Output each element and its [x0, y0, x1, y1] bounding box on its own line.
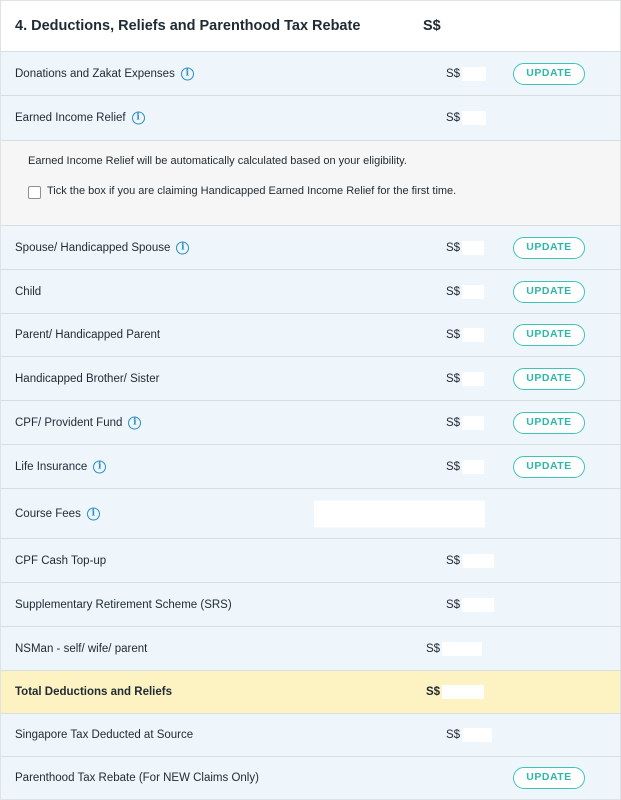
parent-update-button[interactable]: UPDATE: [513, 324, 585, 346]
row-child: [1, 270, 620, 314]
section-header: [1, 1, 620, 52]
section-title: 4. Deductions, Reliefs and Parenthood Tax Rebate: [15, 18, 361, 34]
info-icon[interactable]: i: [181, 67, 194, 80]
currency-symbol: S$: [446, 241, 461, 254]
currency-symbol: S$: [426, 686, 441, 698]
donations-update-button[interactable]: UPDATE: [513, 63, 585, 85]
earned-income-label: [15, 112, 145, 125]
donations-label-text: Donations and Zakat Expenses: [15, 67, 175, 80]
row-total: [1, 671, 620, 714]
earned-income-info-block: [1, 140, 620, 226]
row-cpf-topup: [1, 539, 620, 583]
spouse-label: [15, 241, 189, 254]
nsman-label: NSMan - self/ wife/ parent: [15, 642, 148, 655]
course-fees-label-text: Course Fees: [15, 507, 81, 520]
currency-symbol: S$: [446, 416, 461, 429]
earned-income-label-text: Earned Income Relief: [15, 112, 126, 125]
info-icon[interactable]: i: [132, 112, 145, 125]
sibling-amount-input[interactable]: [462, 372, 484, 386]
srs-label: Supplementary Retirement Scheme (SRS): [15, 598, 232, 611]
earned-income-note: Earned Income Relief will be automatically calculated based on your eligibility.: [28, 155, 407, 167]
donations-label: [15, 67, 194, 80]
info-icon[interactable]: i: [128, 416, 141, 429]
course-fees-amount-field[interactable]: [314, 500, 485, 527]
row-donations: [1, 52, 620, 96]
currency-symbol: S$: [446, 329, 461, 341]
earned-income-amount-input[interactable]: [462, 111, 486, 125]
life-insurance-label-text: Life Insurance: [15, 460, 88, 473]
parent-amount-input[interactable]: [462, 328, 484, 342]
cpf-update-button[interactable]: UPDATE: [513, 412, 585, 434]
info-icon[interactable]: i: [93, 460, 106, 473]
row-parent: [1, 314, 620, 357]
currency-symbol: S$: [426, 642, 441, 655]
total-amount-field: [442, 685, 484, 699]
row-cpf: [1, 401, 620, 445]
row-earned-income: [1, 96, 620, 140]
section-currency: S$: [423, 18, 441, 34]
row-life-insurance: [1, 445, 620, 489]
handicapped-checkbox-label: Tick the box if you are claiming Handicapped Earned Income Relief for the first time.: [47, 185, 457, 197]
cpf-amount-input[interactable]: [462, 416, 484, 430]
cpf-topup-amount-input[interactable]: [462, 554, 494, 568]
life-insurance-label: [15, 460, 106, 473]
handicapped-earned-income-checkbox[interactable]: [28, 186, 41, 199]
tax-deducted-label: Singapore Tax Deducted at Source: [15, 729, 194, 741]
cpf-label: [15, 416, 141, 429]
row-tax-deducted: [1, 714, 620, 757]
child-amount-input[interactable]: [462, 285, 484, 299]
currency-symbol: S$: [446, 372, 461, 385]
currency-symbol: S$: [446, 598, 461, 611]
parent-label: Parent/ Handicapped Parent: [15, 329, 161, 341]
spouse-label-text: Spouse/ Handicapped Spouse: [15, 241, 171, 254]
sibling-label: Handicapped Brother/ Sister: [15, 372, 160, 385]
row-sibling: [1, 357, 620, 401]
sibling-update-button[interactable]: UPDATE: [513, 368, 585, 390]
currency-symbol: S$: [446, 285, 461, 298]
spouse-update-button[interactable]: UPDATE: [513, 237, 585, 259]
child-label: Child: [15, 285, 42, 298]
currency-symbol: S$: [446, 460, 461, 473]
life-insurance-amount-input[interactable]: [462, 460, 484, 474]
currency-symbol: S$: [446, 112, 461, 124]
course-fees-label: [15, 507, 100, 520]
currency-symbol: S$: [446, 67, 461, 80]
spouse-amount-input[interactable]: [462, 241, 484, 255]
srs-amount-input[interactable]: [462, 598, 494, 612]
info-icon[interactable]: i: [87, 507, 100, 520]
nsman-amount-input[interactable]: [442, 642, 482, 656]
total-label: Total Deductions and Reliefs: [15, 686, 172, 698]
row-parenthood: [1, 757, 620, 799]
parenthood-update-button[interactable]: UPDATE: [513, 767, 585, 789]
tax-deducted-amount-input[interactable]: [462, 728, 492, 742]
currency-symbol: S$: [446, 554, 461, 567]
cpf-topup-label: CPF Cash Top-up: [15, 554, 107, 567]
row-srs: [1, 583, 620, 627]
cpf-label-text: CPF/ Provident Fund: [15, 416, 123, 429]
row-course-fees: [1, 489, 620, 539]
info-icon[interactable]: i: [176, 241, 189, 254]
donations-amount-input[interactable]: [462, 67, 486, 81]
life-insurance-update-button[interactable]: UPDATE: [513, 456, 585, 478]
row-spouse: [1, 226, 620, 270]
parenthood-label: Parenthood Tax Rebate (For NEW Claims Only): [15, 772, 259, 784]
currency-symbol: S$: [446, 729, 461, 741]
row-nsman: [1, 627, 620, 671]
child-update-button[interactable]: UPDATE: [513, 281, 585, 303]
